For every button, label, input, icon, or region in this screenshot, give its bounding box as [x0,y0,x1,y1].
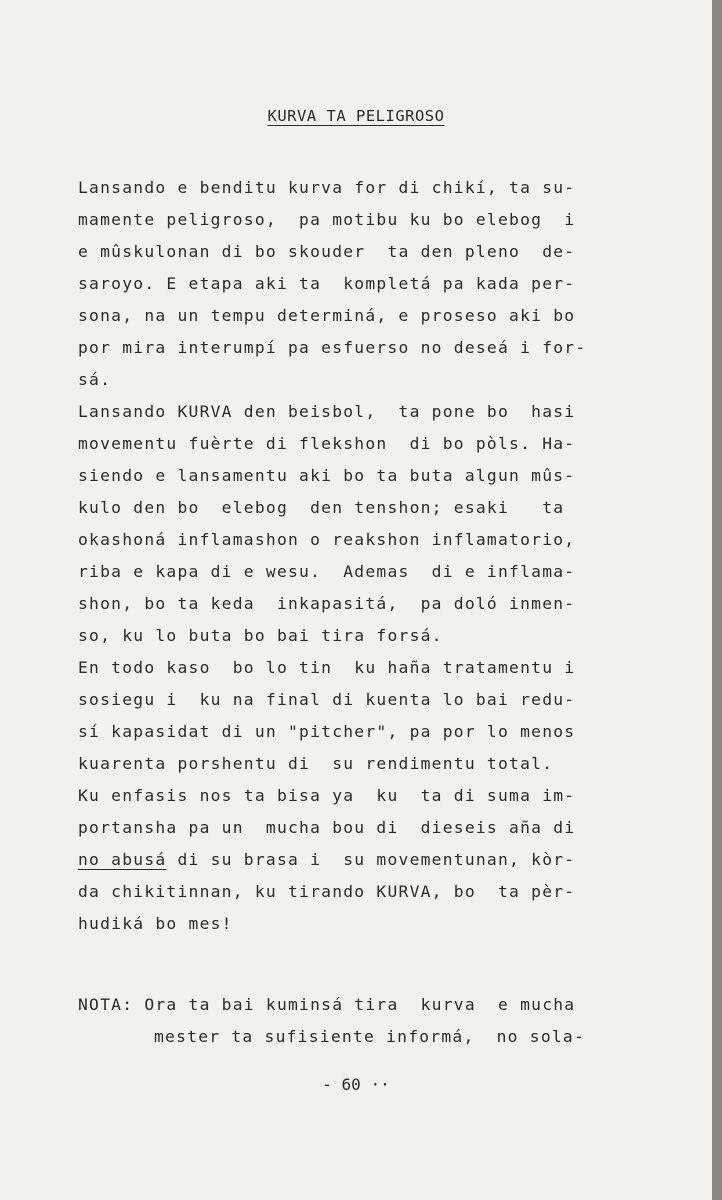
page-number: - 60 ·· [322,1075,390,1094]
text-line: sá. [78,370,112,389]
text-line: En todo kaso bo lo tin ku haña tratamentu i [78,658,576,677]
text-line: hudiká bo mes! [78,914,233,933]
text-line: shon, bo ta keda inkapasitá, pa doló inmen- [78,594,576,613]
note-block [78,989,678,1053]
text-line: saroyo. E etapa aki ta kompletá pa kada per- [78,274,576,293]
paragraph-2 [78,396,678,652]
text-line: okashoná inflamashon o reakshon inflamatorio, [78,530,576,549]
text-line: Ku enfasis nos ta bisa ya ku ta di suma im- [78,786,576,805]
text-line: Lansando e benditu kurva for di chikí, ta su- [78,178,576,197]
text-line: sí kapasidat di un "pitcher", pa por lo menos [78,722,576,741]
text-line: so, ku lo buta bo bai tira forsá. [78,626,443,645]
text-line: sosiegu i ku na final di kuenta lo bai redu- [78,690,576,709]
paragraph-4 [78,780,678,940]
underlined-phrase: no abusá [78,850,167,869]
text-line: da chikitinnan, ku tirando KURVA, bo ta pèr- [78,882,576,901]
text-line: portansha pa un mucha bou di dieseis aña di [78,818,576,837]
paragraph-3 [78,652,678,780]
text-line: movementu fuèrte di flekshon di bo pòls. Ha- [78,434,576,453]
text-line: siendo e lansamentu aki bo ta buta algun mûs- [78,466,576,485]
note-line-2: mester ta sufisiente informá, no sola- [154,1027,586,1046]
paragraph-1 [78,172,678,396]
text-line: sona, na un tempu determiná, e proseso aki bo [78,306,576,325]
page-title [0,107,712,125]
note-line-1: NOTA: Ora ta bai kuminsá tira kurva e mucha [78,995,576,1014]
body-text [78,172,678,940]
page-edge [712,0,722,1200]
text-line: e mûskulonan di bo skouder ta den pleno de- [78,242,576,261]
underlined-line-rest: di su brasa i su movementunan, kòr- [166,850,576,869]
text-line-underlined [78,844,678,876]
text-line: por mira interumpí pa esfuerso no deseá i for- [78,338,587,357]
text-line: Lansando KURVA den beisbol, ta pone bo hasi [78,402,576,421]
text-line: mamente peligroso, pa motibu ku bo elebog i [78,210,576,229]
title-text: KURVA TA PELIGROSO [267,107,445,125]
text-line: kuarenta porshentu di su rendimentu total. [78,754,554,773]
text-line: riba e kapa di e wesu. Ademas di e inflama- [78,562,576,581]
text-line: kulo den bo elebog den tenshon; esaki ta [78,498,565,517]
